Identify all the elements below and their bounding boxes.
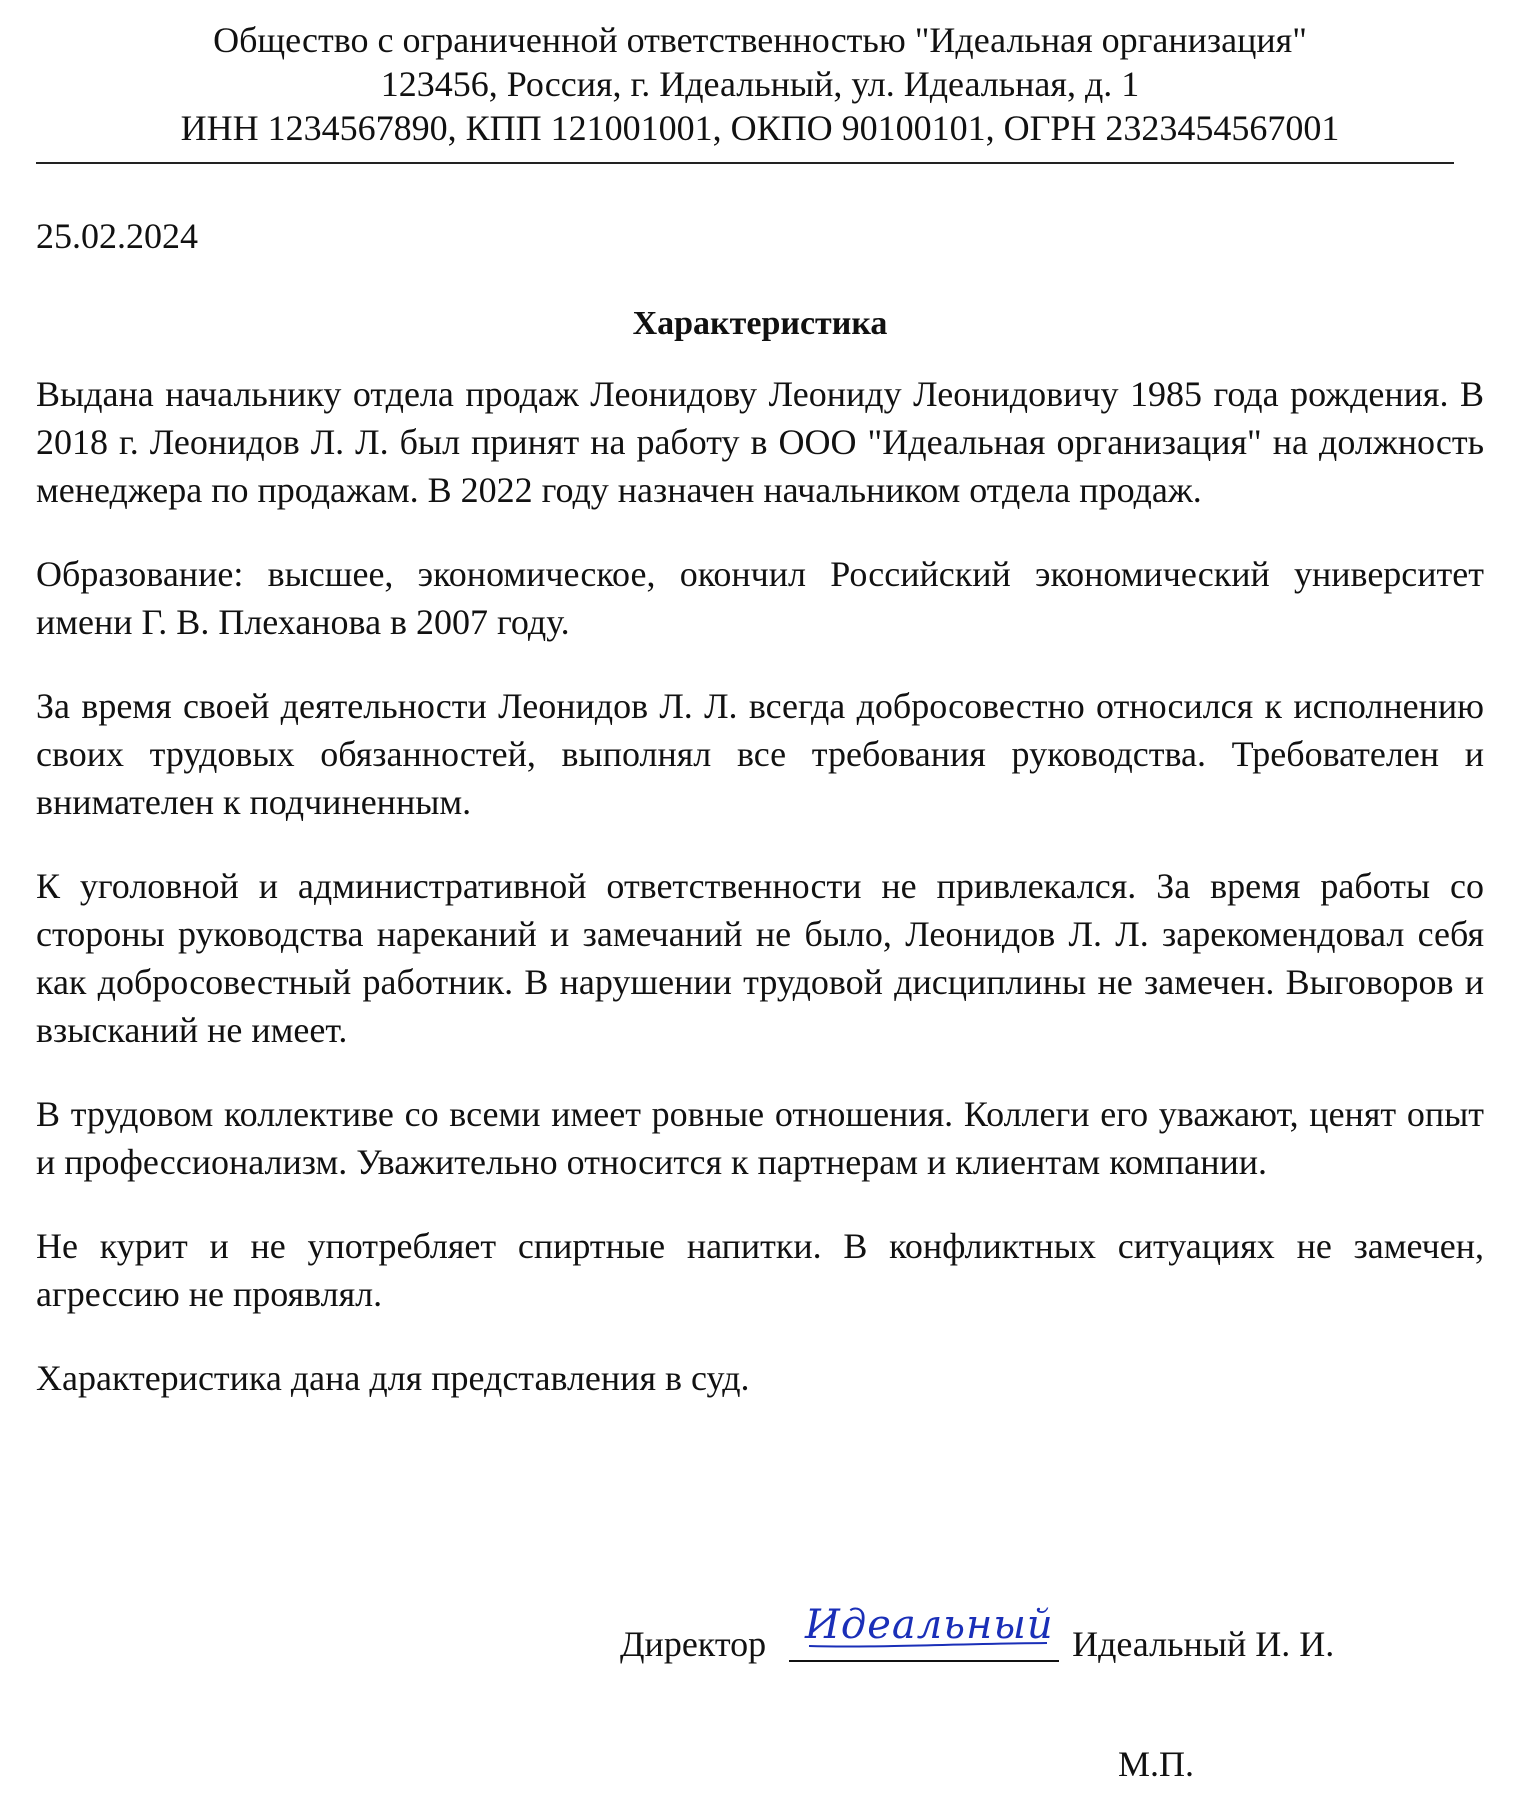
document-title: Характеристика [632,305,888,342]
document-page [36,18,1484,1402]
paragraph-performance: За время своей деятельности Леонидов Л. Л. всегда добросовестно относился к исполнению своих трудовых обязанностей, выполнял все требования руководства. Требователен и внимателен к подчиненным. [36,686,1484,822]
signature-block [620,1602,1440,1666]
paragraph-habits: Не курит и не употребляет спиртные напитки. В конфликтных ситуациях не замечен, агрессию не проявлял. [36,1226,1484,1314]
signer-name: Идеальный И. И. [1072,1624,1335,1664]
signature-line [789,1602,1059,1662]
document-date: 25.02.2024 [36,216,198,256]
handwritten-signature [789,1598,1059,1668]
org-name: Общество с ограниченной ответственностью "Идеальная организация" [213,20,1307,60]
svg-text:Идеальный: Идеальный [805,1602,1054,1648]
paragraph-purpose: Характеристика дана для представления в суд. [36,1358,750,1398]
paragraph-education: Образование: высшее, экономическое, окончил Российский экономический университет имени Г. В. Плеханова в 2007 году. [36,554,1484,642]
letterhead [36,18,1484,150]
org-requisites: ИНН 1234567890, КПП 121001001, ОКПО 90100101, ОГРН 2323454567001 [180,108,1340,148]
paragraph-issued-to: Выдана начальнику отдела продаж Леонидову Леониду Леонидовичу 1985 года рождения. В 2018 г. Леонидов Л. Л. был принят на работу в ООО "Идеальная организация" на должность менеджера по продажам. В 2022 году назначен начальником отдела продаж. [36,374,1484,510]
letterhead-divider [36,162,1454,164]
paragraph-team-relations: В трудовом коллективе со всеми имеет ровные отношения. Коллеги его уважают, ценят опыт и профессионализм. Уважительно относится к партнерам и клиентам компании. [36,1094,1484,1182]
paragraph-conduct: К уголовной и административной ответственности не привлекался. За время работы со стороны руководства нареканий и замечаний не было, Леонидов Л. Л. зарекомендовал себя как добросовестный работник. В нарушении трудовой дисциплины не замечен. Выговоров и взысканий не имеет. [36,866,1484,1050]
org-address: 123456, Россия, г. Идеальный, ул. Идеальная, д. 1 [380,64,1140,104]
signer-position: Директор [620,1624,767,1664]
stamp-placeholder: М.П. [1118,1744,1195,1784]
